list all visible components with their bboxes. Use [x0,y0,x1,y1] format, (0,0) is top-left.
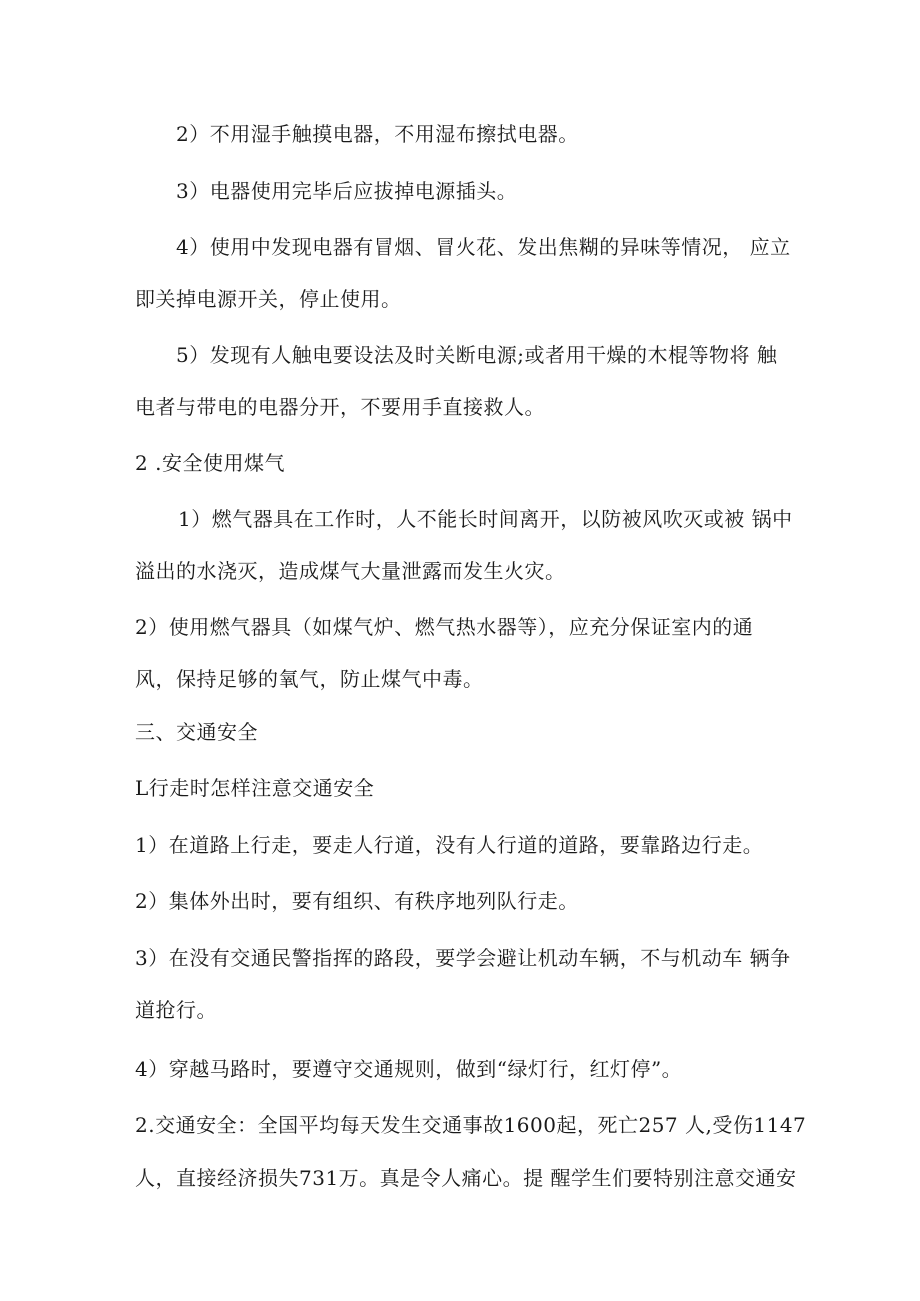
text-line: 3）在没有交通民警指挥的路段，要学会避让机动车辆，不与机动车 辆争 [135,946,791,970]
text-line: 即关掉电源开关，停止使用。 [135,287,402,311]
text-line: 道抢行。 [135,998,217,1022]
section-heading: 三、交通安全 [135,720,258,744]
section-heading: 2 .安全使用煤气 [135,451,285,475]
text-line: 2）集体外出时，要有组织、有秩序地列队行走。 [135,889,579,913]
text-line: 溢出的水浇灭，造成煤气大量泄露而发生火灾。 [135,559,566,583]
subsection-heading: L行走时怎样注意交通安全 [135,776,375,800]
text-line: 2.交通安全：全国平均每天发生交通事故1600起，死亡257 人,受伤1147 [135,1113,807,1137]
text-line: 1）燃气器具在工作时，人不能长时间离开，以防被风吹灭或被 锅中 [178,507,793,531]
text-line: 1）在道路上行走，要走人行道，没有人行道的道路，要靠路边行走。 [135,833,764,857]
text-line: 电者与带电的电器分开，不要用手直接救人。 [135,395,545,419]
text-line: 人，直接经济损失731万。真是令人痛心。提 醒学生们要特别注意交通安 [135,1166,797,1190]
text-line: 3）电器使用完毕后应拔掉电源插头。 [176,179,518,203]
text-line: 2）使用燃气器具（如煤气炉、燃气热水器等），应充分保证室内的通 [135,615,754,639]
text-line: 4）使用中发现电器有冒烟、冒火花、发出焦糊的异味等情况， 应立 [176,235,791,259]
text-line: 4）穿越马路时，要遵守交通规则，做到“绿灯行，红灯停”。 [135,1057,683,1081]
text-line: 5）发现有人触电要设法及时关断电源;或者用干燥的木棍等物将 触 [176,343,778,367]
text-line: 2）不用湿手触摸电器，不用湿布擦拭电器。 [176,122,579,146]
text-line: 风，保持足够的氧气，防止煤气中毒。 [135,667,484,691]
